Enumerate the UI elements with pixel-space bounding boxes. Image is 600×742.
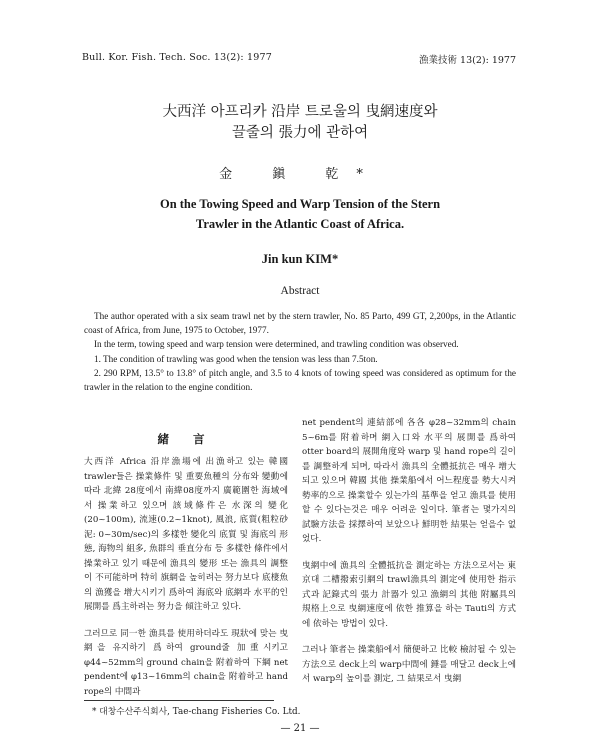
right-column	[302, 416, 516, 699]
footnote-rule	[84, 700, 274, 701]
abstract-paragraph-2: In the term, towing speed and warp tension were determined, and trawling condition was observed.	[94, 339, 459, 350]
korean-title-line-2: 끌줄의 張力에 관하여	[231, 125, 369, 141]
left-column-paragraph-2: 그러므로 同一한 漁具를 使用하더라도 現狀에 맞는 曳網을 유지하기 爲하여 ground줄 加重시키고 φ44~52mm의 ground chain을 附着하여 下綱 net pendent에 φ13~16mm의 chain을 附着하고 hand rope의 中間과	[84, 628, 288, 697]
korean-title	[0, 103, 600, 145]
english-title-line-2: Trawler in the Atlantic Coast of Africa.	[195, 217, 405, 231]
journal-header-left: Bull. Kor. Fish. Tech. Soc. 13(2): 1977	[82, 52, 273, 63]
korean-title-line-1: 大西洋 아프리카 沿岸 트로울의 曳網速度와	[162, 104, 438, 120]
abstract-body	[84, 309, 516, 394]
right-column-paragraph-3: 그러나 筆者는 操業船에서 簡便하고 比較 檢討될 수 있는 方法으로 deck上의 warp中間에 錘를 매달고 deck上에서 warp의 높이를 測定, 그 結果로서 曳網	[302, 645, 516, 684]
abstract-item-2: 2. 290 RPM, 13.5° to 13.8° of pitch angle, and 3.5 to 4 knots of towing speed was considered as optimum for the trawler in the relation to the engine condition.	[84, 367, 516, 393]
left-column-paragraph-1: 大西洋 Africa 沿岸漁場에 出漁하고 있는 韓國 trawler들은 操業條件 및 重要魚種의 分布와 變動에 따라 北緯 28度에서 南緯08度까지 廣範圍한 海域에서 操業하고 있으며 該域條件은 水深의 變化(20~100m), 流速(0.2~1knot), 風浪, 底質(粗粒砂泥: 0~30m/sec)의 多樣한 變化의 底質 및 海底의 形態, 海物의 組多, 魚群의 垂直分布 등 多樣한 條件에서 操業하고 있기 때문에 漁具의 變形 또는 漁具의 調整이 不可能하며 特히 旗網을 높히려는 努力보다 底棲魚의 漁獲을 增大시키기 爲하여 海底와 底網과 水平的인 展開를 爲主하려는 努力을 傾注하고 있다.	[84, 457, 288, 612]
english-author: Jin kun KIM*	[261, 252, 339, 266]
left-column	[84, 455, 288, 711]
english-title-line-1: On the Towing Speed and Warp Tension of the Stern	[159, 197, 441, 211]
page-number: — 21 —	[280, 723, 320, 734]
english-title	[0, 194, 600, 234]
journal-header-right: 漁業技術 13(2): 1977	[419, 55, 516, 66]
section-heading-introduction: 緒 言	[157, 432, 215, 446]
abstract-item-1: 1. The condition of trawling was good when the tension was less than 7.5ton.	[94, 353, 378, 364]
abstract-heading: Abstract	[280, 285, 320, 297]
korean-author: 金 鎭 乾*	[219, 167, 381, 182]
right-column-paragraph-2: 曳網中에 漁具의 全體抵抗을 測定하는 方法으로서는 東京대 二槽撥索引網의 trawl漁具의 測定에 使用한 指示式과 記錄式의 張力 計器가 있고 漁網의 其他 附屬具의 規格上으로 曳網速度에 依한 推算을 하는 Tauti의 方式에 依하는 방법이 있다.	[302, 560, 516, 629]
right-column-paragraph-1: net pendent의 連結部에 各各 φ28~32mm의 chain 5~6m를 附着하며 網入口와 水平의 展開를 爲하여 otter board의 展開角度와 warp 및 hand rope의 길이를 調整하게 되며, 따라서 漁具의 全體抵抗은 매우 增大되고 있으며 韓國 其他 操業船에서 어느程度를 勢大시켜 勢率的으로 操業할수 있는가의 基準을 얻고 漁具를 使用할 수 있다는것은 매우 어려운 일이다. 筆者는 몇가지의 試驗方法을 採擇하여 보았으나 鮮明한 結果는 얻을수 없었다.	[302, 418, 516, 544]
abstract-paragraph-1: The author operated with a six seam trawl net by the stern trawler, No. 85 Parto, 499 GT, 2,200ps, in the Atlantic coast of Africa, from June, 1975 to October, 1977.	[84, 311, 516, 336]
footnote: * 대창수산주식회사, Tae-chang Fisheries Co. Ltd.	[92, 707, 301, 717]
